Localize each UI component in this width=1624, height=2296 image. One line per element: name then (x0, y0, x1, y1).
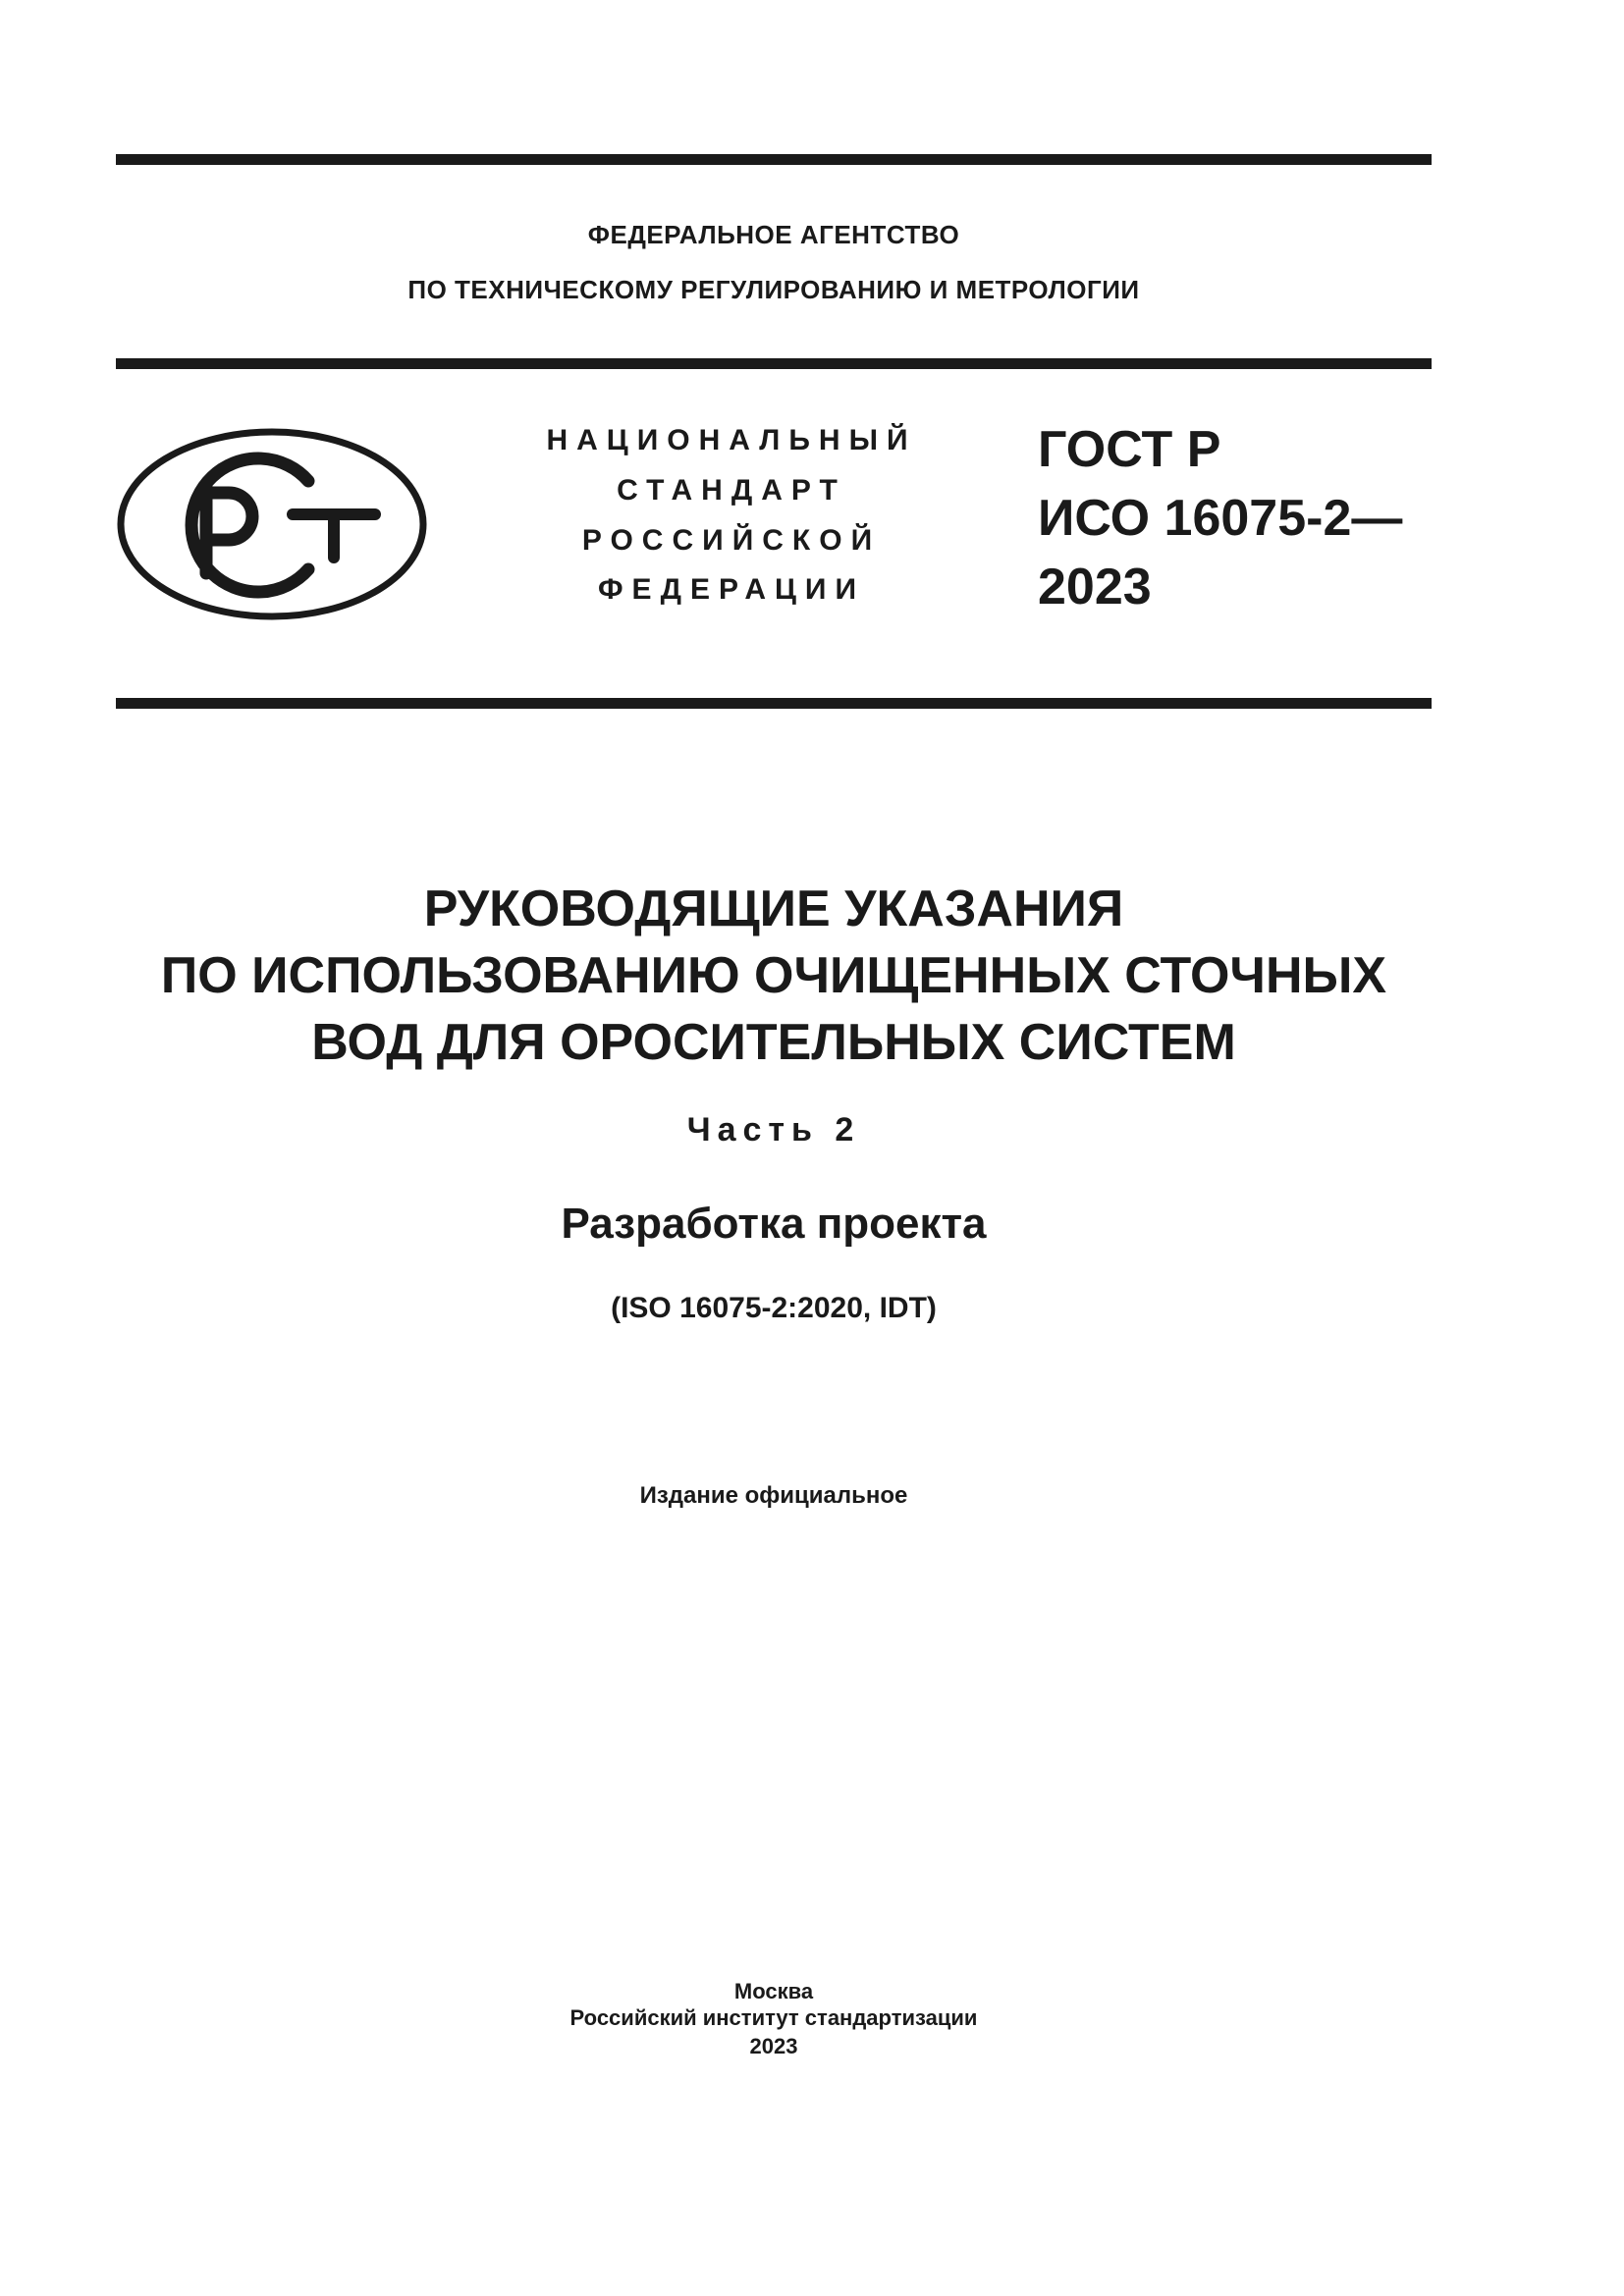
iso-reference: (ISO 16075-2:2020, IDT) (611, 1292, 937, 1324)
agency-line-2: ПО ТЕХНИЧЕСКОМУ РЕГУЛИРОВАНИЮ И МЕТРОЛОГИИ (407, 275, 1140, 304)
document-title-line-2: ПО ИСПОЛЬЗОВАНИЮ ОЧИЩЕННЫХ СТОЧНЫХ (160, 947, 1387, 1004)
rst-logo-icon (116, 426, 428, 622)
document-subtitle: Разработка проекта (561, 1200, 987, 1248)
document-title-line-3: ВОД ДЛЯ ОРОСИТЕЛЬНЫХ СИСТЕМ (311, 1014, 1236, 1071)
designation-line-2: ИСО 16075-2— (1038, 490, 1403, 547)
national-standard-line-1: НАЦИОНАЛЬНЫЙ (546, 424, 917, 456)
national-standard-line-4: ФЕДЕРАЦИИ (597, 573, 866, 606)
document-title-line-1: РУКОВОДЯЩИЕ УКАЗАНИЯ (423, 881, 1124, 937)
top-rule (116, 154, 1432, 165)
agency-line-1: ФЕДЕРАЛЬНОЕ АГЕНТСТВО (587, 220, 960, 249)
imprint-publisher: Российский институт стандартизации (569, 2005, 978, 2030)
imprint-city: Москва (733, 1979, 814, 2003)
designation-line-3: 2023 (1038, 559, 1152, 615)
header-rule (116, 358, 1432, 369)
designation-line-1: ГОСТ Р (1038, 421, 1221, 478)
separator-rule (116, 698, 1432, 709)
edition-label: Издание официальное (639, 1482, 908, 1509)
part-number: Часть 2 (686, 1111, 861, 1148)
national-standard-line-2: СТАНДАРТ (617, 474, 846, 507)
imprint-year: 2023 (749, 2034, 798, 2058)
national-standard-line-3: РОССИЙСКОЙ (581, 524, 882, 557)
